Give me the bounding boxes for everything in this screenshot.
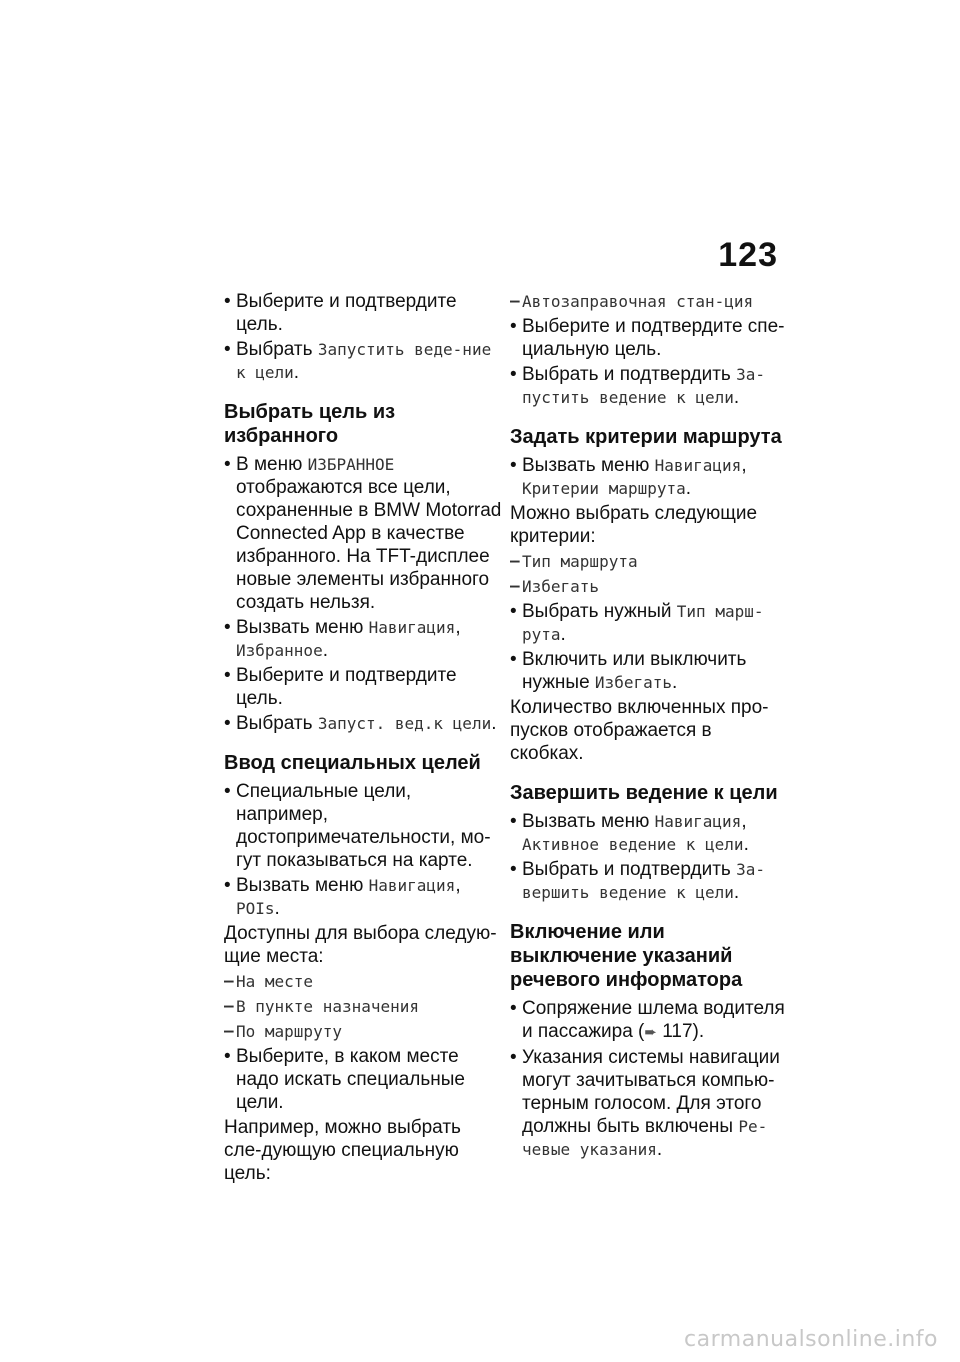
bullet-item: • Сопряжение шлема водителя и пассажира (➨ 117). — [510, 997, 788, 1044]
menu-item-code: Избранное — [236, 641, 323, 660]
section-heading: Выбрать цель из избранного — [224, 401, 396, 447]
menu-item-code: Критерии маршрута — [522, 479, 686, 498]
bullet-item: • Включить или выключить нужные Избегать. — [510, 648, 788, 694]
menu-item-code: Навигация — [368, 876, 456, 895]
bullet-item: • Вызвать меню Навигация, POIs. — [224, 874, 502, 920]
paragraph: Доступны для выбора следую-щие места: — [224, 923, 497, 967]
paragraph: Например, можно выбрать сле-дующую специальную цель: — [224, 1117, 461, 1184]
dash-item: – В пункте назначения — [224, 995, 502, 1018]
paragraph: Можно выбрать следующие критерии: — [510, 503, 758, 547]
watermark-footer: carmanualsonline.info — [684, 1327, 938, 1352]
dash-item: – Избегать — [510, 575, 788, 598]
bullet-item: • Указания системы навигации могут зачитываться компью-терным голосом. Для этого должны быть включены Ре-чевые указания. — [510, 1046, 788, 1161]
bullet-item: • Вызвать меню Навигация, Избранное. — [224, 616, 502, 662]
paragraph: Количество включенных про-пусков отображается в скобках. — [510, 697, 769, 764]
bullet-item: • Выберите и подтвердите цель. — [224, 290, 502, 336]
menu-item-code: Тип марш-рута — [522, 602, 764, 644]
bullet-item: • Вызвать меню Навигация, Активное ведение к цели. — [510, 810, 788, 856]
dash-item: – На месте — [224, 970, 502, 993]
menu-item-code: Запустить веде-ние к цели — [236, 340, 492, 382]
bullet-item: • Выберите, в каком месте надо искать специальные цели. — [224, 1045, 502, 1114]
menu-item-code: Навигация — [654, 456, 742, 475]
right-column — [510, 290, 788, 1163]
page-reference-arrow-icon: ➨ — [644, 1024, 657, 1041]
menu-item-code: Ре-чевые указания — [522, 1117, 768, 1159]
bullet-item: • Выбрать Запуст. вед.к цели. — [224, 712, 502, 735]
menu-item-code: За-пустить ведение к цели — [522, 365, 765, 407]
bullet-item: • Специальные цели, например, достопримечательности, мо-гут показываться на карте. — [224, 780, 502, 872]
left-column — [224, 290, 502, 1187]
menu-item-code: POIs — [236, 899, 275, 918]
menu-item-code: Избегать — [594, 673, 672, 692]
bullet-item: • Выбрать Запустить веде-ние к цели. — [224, 338, 502, 384]
page-number: 123 — [718, 236, 778, 274]
section-heading: Задать критерии маршрута — [510, 426, 782, 448]
bullet-item: • Выберите и подтвердите цель. — [224, 664, 502, 710]
bullet-item: • Вызвать меню Навигация, Критерии маршрута. — [510, 454, 788, 500]
bullet-item: • Выбрать нужный Тип марш-рута. — [510, 600, 788, 646]
section-heading: Включение или выключение указаний речевого информатора — [510, 921, 743, 991]
bullet-item: • Выберите и подтвердите спе-циальную цель. — [510, 315, 788, 361]
section-heading: Ввод специальных целей — [224, 752, 481, 774]
menu-item-code: Запуст. вед.к цели — [317, 714, 492, 733]
dash-item: – Тип маршрута — [510, 550, 788, 573]
dash-item: – Автозаправочная стан-ция — [510, 290, 788, 313]
bullet-item: • Выбрать и подтвердить За-пустить ведение к цели. — [510, 363, 788, 409]
section-heading: Завершить ведение к цели — [510, 782, 778, 804]
menu-item-code: Навигация — [368, 618, 456, 637]
menu-item-code: ИЗБРАННОЕ — [307, 455, 395, 474]
bullet-item: • В меню ИЗБРАННОЕ отображаются все цели, сохраненные в BMW Motorrad Connected App в качестве избранного. На TFT-дисплее новые элементы избранного создать нельзя. — [224, 453, 502, 614]
menu-item-code: Навигация — [654, 812, 742, 831]
menu-item-code: За-вершить ведение к цели — [522, 860, 765, 902]
bullet-item: • Выбрать и подтвердить За-вершить ведение к цели. — [510, 858, 788, 904]
page-reference[interactable]: 117 — [662, 1021, 693, 1042]
dash-item: – По маршруту — [224, 1020, 502, 1043]
menu-item-code: Активное ведение к цели — [522, 835, 744, 854]
